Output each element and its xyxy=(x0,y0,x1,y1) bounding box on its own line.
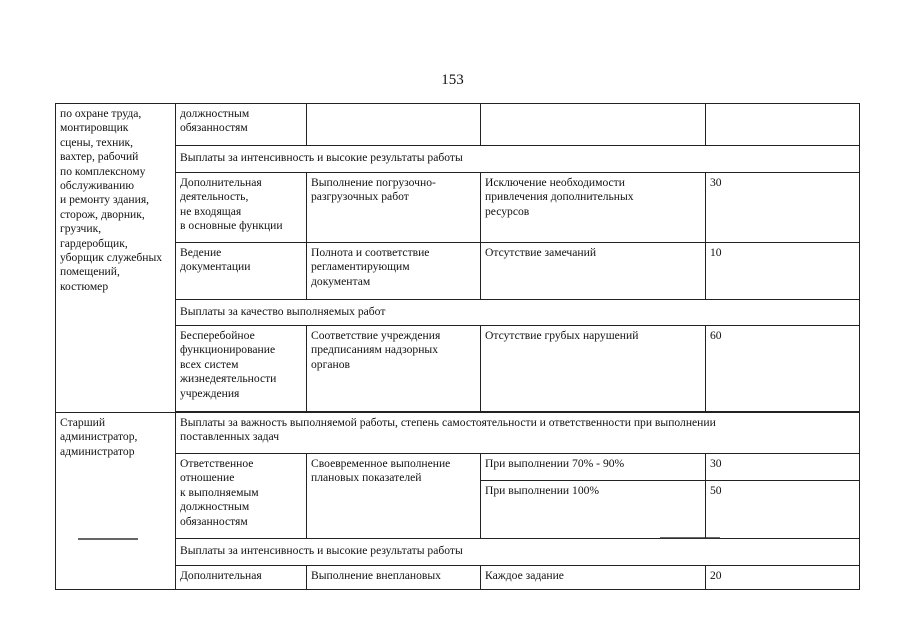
scan-artifact xyxy=(78,538,138,540)
points-cell xyxy=(706,104,860,146)
scan-artifact xyxy=(660,537,720,539)
indicator-cell: При выполнении 100% xyxy=(481,481,706,539)
indicator-cell: Отсутствие замечаний xyxy=(481,243,706,300)
indicator-cell: Отсутствие грубых нарушений xyxy=(481,326,706,412)
criterion-cell: Дополнительная xyxy=(176,566,307,590)
condition-cell: Своевременное выполнение плановых показателей xyxy=(307,454,481,539)
criterion-cell: Ответственное отношение к выполняемым должностным обязанностям xyxy=(176,454,307,539)
table-row xyxy=(56,454,860,481)
table-row xyxy=(56,173,860,243)
criterion-cell: должностным обязанностям xyxy=(176,104,307,146)
points-cell: 60 xyxy=(706,326,860,412)
table-row xyxy=(56,243,860,300)
points-cell: 20 xyxy=(706,566,860,590)
condition-cell: Выполнение внеплановых xyxy=(307,566,481,590)
section-title: Выплаты за интенсивность и высокие результаты работы xyxy=(176,146,860,173)
points-cell: 30 xyxy=(706,173,860,243)
indicator-cell: При выполнении 70% - 90% xyxy=(481,454,706,481)
section-title: Выплаты за качество выполняемых работ xyxy=(176,300,860,326)
indicator-cell: Исключение необходимости привлечения дополнительных ресурсов xyxy=(481,173,706,243)
condition-cell: Выполнение погрузочно- разгрузочных работ xyxy=(307,173,481,243)
section-row xyxy=(56,300,860,326)
indicator-cell: Каждое задание xyxy=(481,566,706,590)
section-title: Выплаты за интенсивность и высокие результаты работы xyxy=(176,539,860,566)
criterion-cell: Дополнительная деятельность, не входящая в основные функции xyxy=(176,173,307,243)
points-cell: 30 xyxy=(706,454,860,481)
table-row xyxy=(56,566,860,590)
points-cell: 10 xyxy=(706,243,860,300)
page-number: 153 xyxy=(441,72,464,88)
section-row xyxy=(56,413,860,454)
section-row xyxy=(56,539,860,566)
payments-table xyxy=(55,103,860,590)
criterion-cell: Бесперебойное функционирование всех систем жизнедеятельности учреждения xyxy=(176,326,307,412)
condition-cell: Полнота и соответствие регламентирующим документам xyxy=(307,243,481,300)
section-title: Выплаты за важность выполняемой работы, степень самостоятельности и ответственности при выполнении поставленных задач xyxy=(176,413,860,454)
condition-cell xyxy=(307,104,481,146)
condition-cell: Соответствие учреждения предписаниям надзорных органов xyxy=(307,326,481,412)
section-row xyxy=(56,146,860,173)
positions-cell: по охране труда, монтировщик сцены, техник, вахтер, рабочий по комплексному обслуживанию и ремонту здания, сторож, дворник, грузчик, гардеробщик, уборщик служебных помещений, костюмер xyxy=(56,104,176,413)
positions-cell: Старший администратор, администратор xyxy=(56,413,176,590)
criterion-cell: Ведение документации xyxy=(176,243,307,300)
table-row xyxy=(56,326,860,412)
table-row xyxy=(56,104,860,146)
points-cell: 50 xyxy=(706,481,860,539)
indicator-cell xyxy=(481,104,706,146)
